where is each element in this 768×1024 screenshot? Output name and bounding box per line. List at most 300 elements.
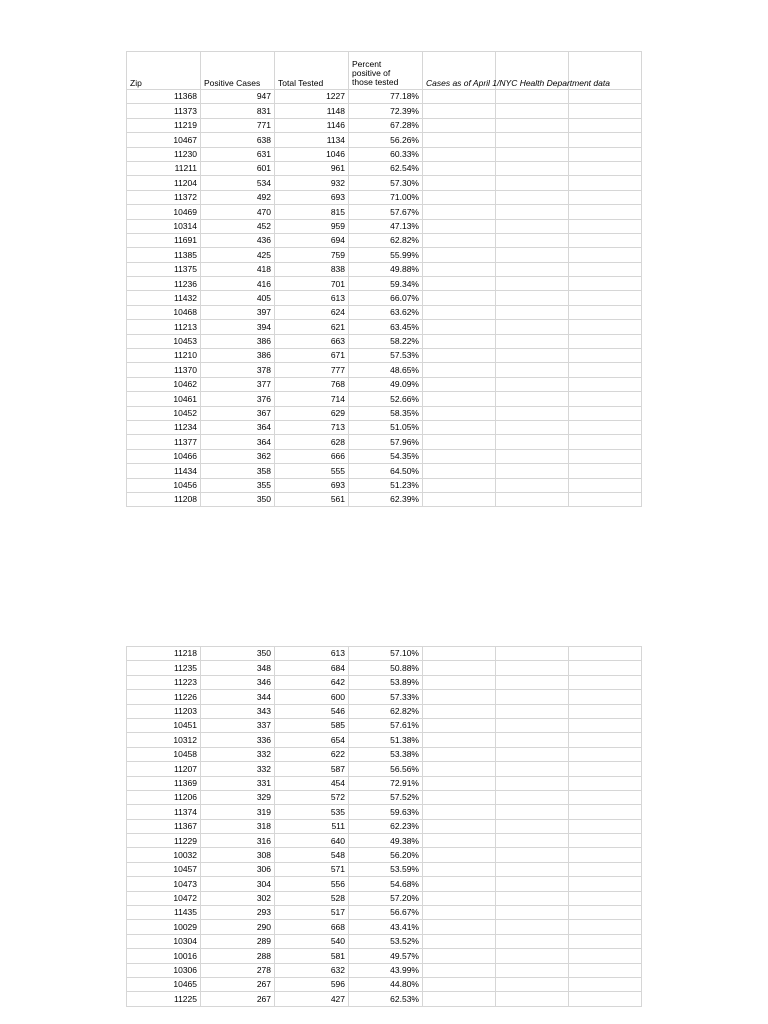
empty-cell [423,205,496,219]
empty-cell [496,661,569,675]
table-row [127,992,642,1006]
zip-cell: 10466 [127,449,201,463]
zip-cell: 10029 [127,920,201,934]
total-tested-cell: 654 [275,733,349,747]
empty-cell [569,647,642,661]
percent-header-line-2: positive of [352,68,391,79]
positive-cases-cell: 318 [201,819,275,833]
empty-cell [569,963,642,977]
empty-cell [569,675,642,689]
percent-positive-cell: 71.00% [349,190,423,204]
table-row [127,661,642,675]
positive-cases-cell: 346 [201,675,275,689]
positive-cases-cell: 534 [201,176,275,190]
zip-cell: 11236 [127,277,201,291]
empty-cell [423,147,496,161]
empty-cell [496,161,569,175]
zip-cell: 11370 [127,363,201,377]
empty-cell [496,90,569,104]
percent-positive-cell: 56.20% [349,848,423,862]
zip-cell: 10016 [127,949,201,963]
percent-positive-cell: 53.89% [349,675,423,689]
zip-cell: 10452 [127,406,201,420]
empty-cell [423,392,496,406]
empty-cell [423,420,496,434]
positive-cases-cell: 293 [201,906,275,920]
percent-positive-cell: 57.53% [349,349,423,363]
data-source-note: Cases as of April 1/NYC Health Department data [426,77,610,88]
table-row [127,977,642,991]
empty-cell [569,949,642,963]
percent-positive-cell: 58.35% [349,406,423,420]
positive-cases-cell: 332 [201,762,275,776]
percent-positive-cell: 62.53% [349,992,423,1006]
positive-cases-cell: 364 [201,420,275,434]
total-tested-cell: 555 [275,464,349,478]
percent-positive-cell: 49.09% [349,377,423,391]
empty-cell [423,406,496,420]
empty-cell [496,776,569,790]
empty-cell [496,262,569,276]
total-tested-cell: 1227 [275,90,349,104]
total-tested-cell: 629 [275,406,349,420]
total-tested-cell: 759 [275,248,349,262]
empty-cell [423,647,496,661]
empty-cell [423,762,496,776]
spreadsheet-page-2 [126,646,642,1007]
zip-cell: 11369 [127,776,201,790]
zip-cell: 11432 [127,291,201,305]
empty-cell [569,118,642,132]
empty-cell [496,992,569,1006]
empty-cell [569,747,642,761]
table-row [127,647,642,661]
positive-cases-cell: 350 [201,647,275,661]
total-tested-cell: 961 [275,161,349,175]
empty-cell [569,435,642,449]
positive-cases-cell: 416 [201,277,275,291]
empty-cell [423,747,496,761]
zip-cell: 10458 [127,747,201,761]
percent-positive-cell: 50.88% [349,661,423,675]
empty-cell [569,464,642,478]
table-row [127,233,642,247]
positive-cases-cell: 267 [201,977,275,991]
empty-cell [423,690,496,704]
zip-cell: 10306 [127,963,201,977]
table-row [127,891,642,905]
positive-cases-cell: 348 [201,661,275,675]
total-tested-cell: 640 [275,834,349,848]
positive-cases-cell: 278 [201,963,275,977]
total-tested-cell: 1134 [275,133,349,147]
zip-cell: 11373 [127,104,201,118]
percent-positive-cell: 44.80% [349,977,423,991]
empty-cell [569,104,642,118]
empty-cell [496,248,569,262]
empty-cell [569,262,642,276]
zip-cell: 11207 [127,762,201,776]
table-row [127,963,642,977]
page-2-rows [127,647,642,1007]
percent-positive-cell: 62.82% [349,704,423,718]
positive-cases-cell: 343 [201,704,275,718]
positive-cases-cell: 364 [201,435,275,449]
percent-positive-cell: 57.96% [349,435,423,449]
table-row [127,718,642,732]
percent-positive-cell: 43.41% [349,920,423,934]
total-tested-cell: 621 [275,320,349,334]
percent-positive-cell: 47.13% [349,219,423,233]
zip-cell: 11206 [127,790,201,804]
zip-cell: 11375 [127,262,201,276]
total-tested-cell: 1148 [275,104,349,118]
empty-cell [423,934,496,948]
empty-cell [569,233,642,247]
total-tested-cell: 694 [275,233,349,247]
percent-positive-cell: 59.63% [349,805,423,819]
table-row [127,704,642,718]
empty-cell [569,176,642,190]
empty-cell [569,805,642,819]
total-tested-cell: 587 [275,762,349,776]
empty-cell [569,133,642,147]
positive-cases-cell: 631 [201,147,275,161]
empty-cell [569,161,642,175]
total-tested-cell: 1146 [275,118,349,132]
empty-cell [569,277,642,291]
empty-cell [496,704,569,718]
positive-cases-cell: 267 [201,992,275,1006]
table-row [127,320,642,334]
positive-cases-cell: 418 [201,262,275,276]
zip-header: Zip [127,52,201,90]
empty-cell [496,478,569,492]
empty-cell [569,819,642,833]
percent-positive-cell: 57.61% [349,718,423,732]
total-tested-header: Total Tested [275,52,349,90]
empty-cell [423,920,496,934]
positive-cases-cell: 947 [201,90,275,104]
table-row [127,862,642,876]
empty-cell [569,147,642,161]
empty-cell [423,675,496,689]
percent-positive-cell: 58.22% [349,334,423,348]
empty-cell [496,104,569,118]
zip-cell: 11385 [127,248,201,262]
empty-cell [423,161,496,175]
positive-cases-cell: 290 [201,920,275,934]
percent-positive-cell: 66.07% [349,291,423,305]
empty-cell [423,104,496,118]
empty-cell [496,906,569,920]
table-row [127,492,642,506]
zip-cell: 10451 [127,718,201,732]
percent-positive-cell: 53.59% [349,862,423,876]
empty-cell [423,118,496,132]
empty-cell [496,392,569,406]
total-tested-cell: 561 [275,492,349,506]
positive-cases-cell: 362 [201,449,275,463]
zip-cell: 10461 [127,392,201,406]
percent-positive-cell: 52.66% [349,392,423,406]
percent-positive-cell: 51.38% [349,733,423,747]
table-row [127,790,642,804]
table-row [127,690,642,704]
empty-cell [423,176,496,190]
empty-cell [496,377,569,391]
zip-cell: 11434 [127,464,201,478]
total-tested-cell: 777 [275,363,349,377]
percent-positive-cell: 54.68% [349,877,423,891]
total-tested-cell: 581 [275,949,349,963]
empty-cell [569,992,642,1006]
empty-cell [496,492,569,506]
total-tested-cell: 628 [275,435,349,449]
empty-cell [423,963,496,977]
zip-cell: 11230 [127,147,201,161]
spreadsheet-page-1 [126,51,642,507]
table-row [127,118,642,132]
positive-cases-cell: 358 [201,464,275,478]
total-tested-cell: 768 [275,377,349,391]
empty-cell [423,449,496,463]
positive-cases-cell: 378 [201,363,275,377]
total-tested-cell: 684 [275,661,349,675]
empty-cell [569,392,642,406]
page-1-rows [127,90,642,507]
total-tested-cell: 693 [275,190,349,204]
empty-cell [569,90,642,104]
positive-cases-cell: 336 [201,733,275,747]
empty-cell [569,190,642,204]
percent-positive-cell: 49.57% [349,949,423,963]
positive-cases-cell: 355 [201,478,275,492]
empty-cell [569,718,642,732]
empty-cell [569,848,642,862]
total-tested-cell: 548 [275,848,349,862]
percent-positive-cell: 56.67% [349,906,423,920]
positive-cases-cell: 425 [201,248,275,262]
zip-cell: 11208 [127,492,201,506]
empty-cell [569,248,642,262]
total-tested-cell: 585 [275,718,349,732]
zip-cell: 11223 [127,675,201,689]
positive-cases-cell: 316 [201,834,275,848]
empty-cell [569,877,642,891]
total-tested-cell: 535 [275,805,349,819]
percent-positive-cell: 62.39% [349,492,423,506]
empty-cell [423,492,496,506]
empty-cell [569,790,642,804]
empty-cell [569,205,642,219]
empty-cell [569,862,642,876]
total-tested-cell: 528 [275,891,349,905]
empty-cell [423,977,496,991]
empty-cell [496,690,569,704]
table-row [127,104,642,118]
empty-cell [569,478,642,492]
zip-cell: 10472 [127,891,201,905]
empty-cell [423,349,496,363]
empty-cell [496,675,569,689]
table-row [127,305,642,319]
percent-positive-cell: 51.05% [349,420,423,434]
zip-cell: 11691 [127,233,201,247]
percent-positive-cell: 77.18% [349,90,423,104]
empty-cell [496,920,569,934]
empty-cell [423,435,496,449]
percent-positive-cell: 64.50% [349,464,423,478]
positive-cases-cell: 329 [201,790,275,804]
total-tested-cell: 701 [275,277,349,291]
empty-cell [496,305,569,319]
table-row [127,733,642,747]
positive-cases-header: Positive Cases [201,52,275,90]
zip-cell: 10453 [127,334,201,348]
table-row [127,848,642,862]
total-tested-cell: 666 [275,449,349,463]
table-row [127,377,642,391]
empty-cell [423,334,496,348]
table-row [127,291,642,305]
empty-cell [423,248,496,262]
empty-cell [496,819,569,833]
table-row [127,205,642,219]
zip-cell: 11219 [127,118,201,132]
empty-cell [496,805,569,819]
zip-cell: 10469 [127,205,201,219]
empty-cell [496,877,569,891]
empty-cell [423,320,496,334]
percent-positive-cell: 49.88% [349,262,423,276]
empty-cell [423,190,496,204]
table-row [127,776,642,790]
empty-cell [569,934,642,948]
table-row [127,349,642,363]
positive-cases-cell: 306 [201,862,275,876]
positive-cases-cell: 302 [201,891,275,905]
percent-positive-cell: 55.99% [349,248,423,262]
zip-cell: 11225 [127,992,201,1006]
empty-cell [423,305,496,319]
percent-positive-cell: 62.82% [349,233,423,247]
empty-cell [496,790,569,804]
empty-cell [569,349,642,363]
empty-cell [496,349,569,363]
empty-cell [496,747,569,761]
positive-cases-cell: 638 [201,133,275,147]
total-tested-cell: 714 [275,392,349,406]
table-row [127,435,642,449]
table-row [127,406,642,420]
table-row [127,248,642,262]
empty-cell [423,377,496,391]
table-row [127,161,642,175]
total-tested-cell: 1046 [275,147,349,161]
percent-positive-header [349,52,423,90]
empty-cell [569,906,642,920]
empty-cell [496,963,569,977]
positive-cases-cell: 601 [201,161,275,175]
total-tested-cell: 556 [275,877,349,891]
empty-cell [569,733,642,747]
table-row [127,934,642,948]
zip-cell: 11367 [127,819,201,833]
total-tested-cell: 663 [275,334,349,348]
zip-cell: 11218 [127,647,201,661]
zip-cell: 10457 [127,862,201,876]
positive-cases-cell: 367 [201,406,275,420]
empty-cell [496,934,569,948]
positive-cases-cell: 436 [201,233,275,247]
empty-cell [423,262,496,276]
percent-positive-cell: 53.38% [349,747,423,761]
table-row [127,219,642,233]
table-row [127,675,642,689]
percent-positive-cell: 56.26% [349,133,423,147]
positive-cases-cell: 771 [201,118,275,132]
empty-cell [496,133,569,147]
empty-cell [496,718,569,732]
percent-positive-cell: 62.23% [349,819,423,833]
zip-cell: 10032 [127,848,201,862]
positive-cases-cell: 376 [201,392,275,406]
empty-cell [423,363,496,377]
empty-cell [569,406,642,420]
zip-cell: 11210 [127,349,201,363]
zip-cell: 11372 [127,190,201,204]
zip-cell: 10304 [127,934,201,948]
percent-header-line-1: Percent [352,59,382,70]
zip-cell: 10473 [127,877,201,891]
percent-positive-cell: 62.54% [349,161,423,175]
table-row [127,464,642,478]
table-row [127,277,642,291]
positive-cases-cell: 304 [201,877,275,891]
total-tested-cell: 571 [275,862,349,876]
empty-cell [423,464,496,478]
percent-positive-cell: 57.67% [349,205,423,219]
percent-positive-cell: 57.30% [349,176,423,190]
percent-positive-cell: 53.52% [349,934,423,948]
percent-positive-cell: 63.62% [349,305,423,319]
empty-cell [496,449,569,463]
percent-positive-cell: 72.39% [349,104,423,118]
empty-cell [423,277,496,291]
empty-cell [569,891,642,905]
empty-cell [423,862,496,876]
zip-cell: 10465 [127,977,201,991]
zip-cell: 10312 [127,733,201,747]
empty-cell [496,363,569,377]
total-tested-cell: 546 [275,704,349,718]
total-tested-cell: 622 [275,747,349,761]
positive-cases-cell: 288 [201,949,275,963]
positive-cases-cell: 319 [201,805,275,819]
total-tested-cell: 632 [275,963,349,977]
empty-cell [496,435,569,449]
positive-cases-cell: 337 [201,718,275,732]
empty-cell [423,704,496,718]
positive-cases-cell: 308 [201,848,275,862]
total-tested-cell: 838 [275,262,349,276]
positive-cases-cell: 470 [201,205,275,219]
empty-cell [569,661,642,675]
empty-cell [569,977,642,991]
empty-cell [569,834,642,848]
positive-cases-cell: 394 [201,320,275,334]
